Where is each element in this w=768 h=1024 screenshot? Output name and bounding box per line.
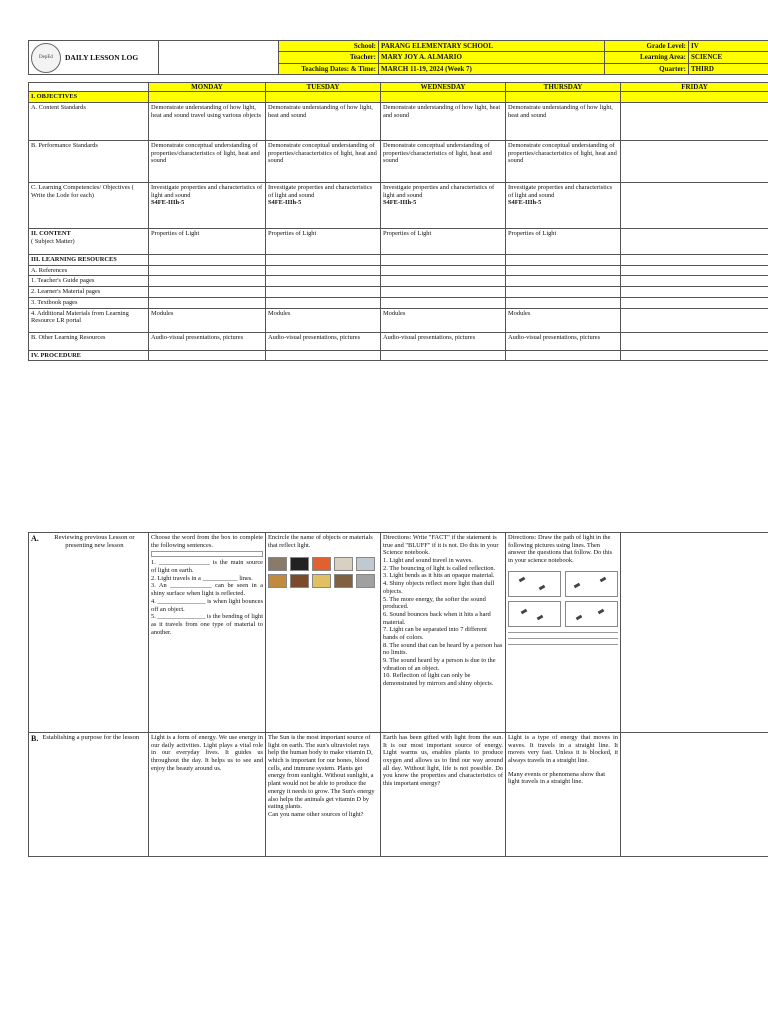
review-tuesday [266,533,381,733]
teacher-value: MARY JOY A. ALMARIO [379,52,605,63]
competencies-label: C. Learning Competencies/ Objectives ( Write the Lode for each) [29,183,149,229]
grade-label: Grade Level: [605,41,689,52]
review-monday-item: 2. Light travels in a ___________ lines. [151,574,253,582]
deped-seal-icon: DepEd [31,43,61,73]
picture-icon [268,574,287,588]
quarter-label: Quarter: [605,63,689,74]
additional-tuesday: Modules [266,308,381,332]
picture-icon [312,574,331,588]
picture-icon [312,557,331,571]
quarter-value: THIRD [689,63,768,74]
content-sublabel: ( Subject Matter) [31,237,75,245]
purpose-thursday-2: Many events or phenomena show that light travels in a straight line. [508,770,606,786]
picture-icon [334,557,353,571]
light-path-pictures [508,571,618,627]
purpose-wednesday: Earth has been gifted with light from the sun. It is our most important source of energy. Light warms us, enables plants to produce oxygen and allows us to find our way around all day. Without light, life is not possible. Do you know the properties and characteristics of this important energy? [381,733,506,857]
review-wednesday-item: 1. Light and sound travel in waves. [383,557,473,565]
perf-std-tuesday: Demonstrate conceptual understanding of properties/characteristics of light, heat and sound [266,141,381,183]
additional-thursday: Modules [506,308,621,332]
resources-heading: III. LEARNING RESOURCES [29,255,149,266]
picture-icon [268,557,287,571]
review-monday-item: 3. An _____________ can be seen in a shiny surface when light is reflected. [151,582,263,598]
picture-icon [356,557,375,571]
procedure-table [28,532,768,857]
grade-value: IV [689,41,768,52]
word-box [151,551,263,557]
references-label: A. References [29,265,149,276]
purpose-tuesday: The Sun is the most important source of light on earth. The sun's ultraviolet rays help the human body to make vitamin D, which is important for our bones, blood cells, and immune system. Plants get energy from sunlight. Without sunlight, a plant would not be able to produce the energy it needs to grow. The Sun's energy also helps the animals get vitamin D by eating plants. [268,734,375,811]
review-wednesday-item: 6. Sound bounces back when it hits a hard material. [383,610,491,626]
review-wednesday-item: 7. Light can be separated into 7 different bands of colors. [383,626,487,641]
review-wednesday-item: 10. Reflection of light can only be demonstrated by mirrors and shiny objects. [383,672,494,688]
review-wednesday-intro: Directions: Write "FACT" if the statement is true and "BLUFF" if it is not. Do this in your Science notebook. [383,534,499,557]
content-std-thursday: Demonstrate understanding of how light, heat and sound [506,103,621,141]
review-monday-item: 1. ________________ is the main source of light on earth. [151,559,263,575]
purpose-label: Establishing a purpose for the lesson [42,734,140,741]
additional-monday: Modules [149,308,266,332]
lesson-log-table [28,82,768,361]
log-title: DAILY LESSON LOG [65,53,139,63]
procedure-heading: IV. PROCEDURE [29,350,149,361]
review-wednesday [381,533,506,733]
review-label: Reviewing previous Lesson or presenting new lesson [54,534,135,549]
review-monday-intro: Choose the word from the box to complete the following sentences. [151,534,263,549]
additional-materials-label: 4. Additional Materials from Learning Resource LR portal [29,308,149,332]
content-standards-label: A. Content Standards [29,103,149,141]
other-resources-label: B. Other Learning Resources [29,332,149,350]
purpose-thursday: Light is a type of energy that moves in waves. It travels in a straight line. It moves very fast. Unless it is blocked, it always travels in a straight line. [508,734,618,765]
picture-icon [334,574,353,588]
purpose-monday: Light is a form of energy. We use energy in our daily activities. Light plays a vital role in our everyday lives. It guides us throughout the day. It helps us to see and enjoy the beauty around us. [149,733,266,857]
day-friday: FRIDAY [621,83,768,92]
review-tuesday-text: Encircle the name of objects or materials that reflect light. [268,534,373,549]
other-thursday: Audio-visual presentations, pictures [506,332,621,350]
competency-wednesday: Investigate properties and characteristics of light and sound [383,184,495,199]
flashlight-picture-icon [565,601,618,627]
content-label: II. CONTENT [31,230,71,238]
flashlight-picture-icon [565,571,618,597]
other-wednesday: Audio-visual presentations, pictures [381,332,506,350]
review-wednesday-item: 2. The bouncing of light is called reflection. [383,564,496,572]
competency-code-wednesday: S4FE-IIIh-5 [383,199,417,207]
area-value: SCIENCE [689,52,768,63]
picture-icon [290,574,309,588]
content-thursday: Properties of Light [506,229,621,255]
day-tuesday: TUESDAY [266,83,381,92]
competency-thursday: Investigate properties and characteristics of light and sound [508,184,613,199]
review-wednesday-item: 3. Light bends as it hits an opaque material. [383,572,495,580]
perf-std-monday: Demonstrate conceptual understanding of properties/characteristics of light, heat and sound [149,141,266,183]
content-tuesday: Properties of Light [266,229,381,255]
flashlight-picture-icon [508,571,561,597]
perf-std-wednesday: Demonstrate conceptual understanding of properties/characteristics of light, heat and sound [381,141,506,183]
flashlight-picture-icon [508,601,561,627]
competency-code-monday: S4FE-IIIh-5 [151,199,185,207]
competency-code-tuesday: S4FE-IIIh-5 [268,199,302,207]
purpose-letter: B. [31,734,39,743]
other-monday: Audio-visual presentations, pictures [149,332,266,350]
objectives-heading: I. OBJECTIVES [29,92,149,103]
content-std-wednesday: Demonstrate understanding of how light, heat and sound [381,103,506,141]
picture-icon [290,557,309,571]
other-tuesday: Audio-visual presentations, pictures [266,332,381,350]
header-table [28,40,768,75]
teachers-guide-label: 1. Teacher's Guide pages [29,276,149,287]
area-label: Learning Area: [605,52,689,63]
day-thursday: THURSDAY [506,83,621,92]
review-wednesday-item: 9. The sound heard by a person is due to the vibration of an object. [383,657,496,672]
content-std-tuesday: Demonstrate understanding of how light, heat and sound [266,103,381,141]
teacher-label: Teacher: [279,52,379,63]
additional-wednesday: Modules [381,308,506,332]
perf-std-thursday: Demonstrate conceptual understanding of properties/characteristics of light, heat and sound [506,141,621,183]
review-monday-item: 5. _______________ is the bending of light as it travels from one type of material to another. [151,613,264,636]
picture-icon [356,574,375,588]
performance-standards-label: B. Performance Standards [29,141,149,183]
day-wednesday: WEDNESDAY [381,83,506,92]
review-thursday [506,533,621,733]
content-std-monday: Demonstrate understanding of how light, heat and sound travel using various objects [149,103,266,141]
review-letter: A. [31,534,39,543]
dates-value: MARCH 11-19, 2024 (Week 7) [379,63,605,74]
review-wednesday-item: 4. Shiny objects reflect more light than dull objects. [383,580,495,595]
purpose-tuesday-question: Can you name other sources of light? [268,810,364,818]
review-thursday-text: Directions: Draw the path of light in the following pictures using lines. Then answer the questions that follow. Do this in your science notebook. [508,534,613,565]
content-monday: Properties of Light [149,229,266,255]
school-value: PARANG ELEMENTARY SCHOOL [379,41,605,52]
header-logo-cell [29,41,159,75]
review-wednesday-item: 8. The sound that can be heard by a person has no limits. [383,641,503,657]
school-label: School: [279,41,379,52]
dates-label: Teaching Dates: & Time: [279,63,379,74]
review-wednesday-item: 5. The more energy, the softer the sound produced. [383,595,486,611]
competency-monday: Investigate properties and characteristics of light and sound [151,184,263,199]
competency-code-thursday: S4FE-IIIh-5 [508,199,542,207]
content-wednesday: Properties of Light [381,229,506,255]
textbook-label: 3. Textbook pages [29,297,149,308]
reflect-objects-pictures [268,557,378,588]
day-monday: MONDAY [149,83,266,92]
review-monday [149,533,266,733]
learners-material-label: 2. Learner's Material pages [29,287,149,298]
competency-tuesday: Investigate properties and characteristics of light and sound [268,184,373,199]
review-monday-item: 4. _______________ is when light bounces off an object. [151,597,263,613]
